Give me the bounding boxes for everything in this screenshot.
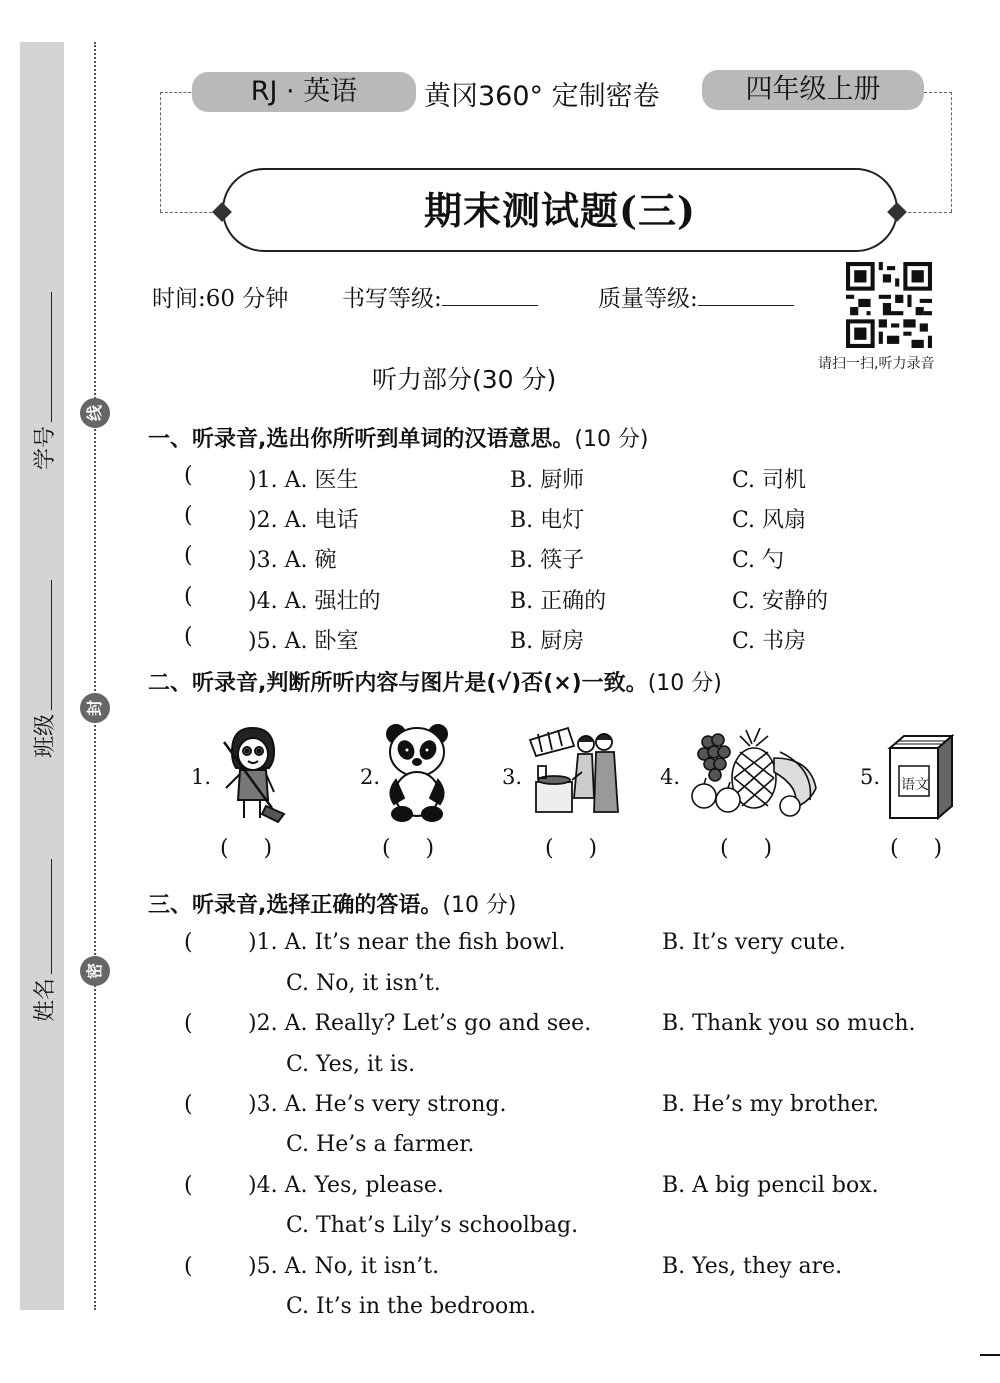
name-field[interactable] [28, 859, 59, 1022]
section-1-score: (10 分) [574, 427, 649, 452]
s1-q2-b: B. 电灯 [510, 508, 585, 533]
s1-q4-c: C. 安静的 [732, 589, 829, 614]
answer-blank-3-4[interactable]: ( [184, 1173, 193, 1198]
s3-q2-a: )2. A. Really? Let’s go and see. [248, 1011, 592, 1036]
s1-q5-a: )5. A. 卧室 [248, 629, 359, 654]
s3-q1-b: B. It’s very cute. [662, 930, 846, 955]
time-limit: 时间:60 分钟 [152, 286, 289, 312]
answer-blank-3-5[interactable]: ( [184, 1254, 193, 1279]
s1-q3-b: B. 筷子 [510, 548, 585, 573]
student-id-field[interactable] [28, 292, 59, 470]
girl-sweeping-icon [214, 722, 294, 824]
s3-q3-c: C. He’s a farmer. [286, 1132, 475, 1157]
seal-mi: 密 [80, 956, 110, 986]
answer-blank-2-5[interactable]: ( ) [890, 836, 943, 861]
s3-q1-c: C. No, it isn’t. [286, 971, 441, 996]
s1-q4-b: B. 正确的 [510, 589, 607, 614]
binding-cut-line [94, 42, 96, 1310]
answer-blank-1-4[interactable]: ( [184, 584, 193, 609]
pic-3-number: 3. [502, 765, 523, 789]
fruit-icon [690, 728, 818, 818]
s3-q4-c: C. That’s Lily’s schoolbag. [286, 1213, 579, 1238]
class-label: 班级 [33, 713, 58, 758]
chinese-book-icon [886, 734, 954, 820]
s1-q5-c: C. 书房 [732, 629, 807, 654]
quality-grade-field[interactable] [598, 280, 794, 313]
writing-grade-field[interactable] [342, 280, 538, 313]
header-dash-right-vertical [951, 92, 952, 212]
s3-q3-b: B. He’s my brother. [662, 1092, 879, 1117]
header-dash-left-vertical [160, 92, 161, 212]
s1-q2-a: )2. A. 电话 [248, 508, 359, 533]
answer-blank-1-1[interactable]: ( [184, 463, 193, 488]
s1-q1-b: B. 厨师 [510, 468, 585, 493]
s1-q3-c: C. 勺 [732, 548, 785, 573]
class-field[interactable] [28, 580, 59, 758]
writing-grade-label: 书写等级: [342, 286, 442, 312]
pic-5-number: 5. [860, 765, 881, 789]
section-3-score: (10 分) [442, 893, 517, 918]
answer-blank-1-2[interactable]: ( [184, 503, 193, 528]
s1-q1-a: )1. A. 医生 [248, 468, 359, 493]
section-3-title: 三、听录音,选择正确的答语。 [148, 893, 443, 918]
answer-blank-2-1[interactable]: ( ) [220, 836, 273, 861]
name-label: 姓名 [33, 977, 58, 1022]
s3-q5-b: B. Yes, they are. [662, 1254, 843, 1279]
quality-grade-label: 质量等级: [598, 286, 698, 312]
seal-xian: 线 [80, 398, 110, 428]
answer-blank-2-2[interactable]: ( ) [382, 836, 435, 861]
pic-4-number: 4. [660, 765, 681, 789]
s3-q5-a: )5. A. No, it isn’t. [248, 1254, 440, 1279]
part-title: 听力部分(30 分) [372, 365, 557, 394]
s3-q2-c: C. Yes, it is. [286, 1052, 416, 1077]
s1-q5-b: B. 厨房 [510, 629, 585, 654]
panda-icon [382, 722, 452, 822]
pic-2-number: 2. [360, 765, 381, 789]
book-label: 语文 [901, 777, 929, 793]
section-2-score: (10 分) [647, 671, 722, 696]
section-1-heading [148, 422, 649, 453]
answer-blank-1-5[interactable]: ( [184, 624, 193, 649]
section-2-heading [148, 666, 722, 697]
section-3-heading [148, 888, 517, 919]
answer-blank-3-2[interactable]: ( [184, 1011, 193, 1036]
s1-q1-c: C. 司机 [732, 468, 807, 493]
s1-q4-a: )4. A. 强壮的 [248, 589, 381, 614]
section-1-title: 一、听录音,选出你所听到单词的汉语意思。 [148, 427, 575, 452]
student-id-label: 学号 [33, 425, 58, 470]
page-title: 期末测试题(三) [424, 188, 696, 233]
s1-q2-c: C. 风扇 [732, 508, 807, 533]
header-dash-left-top [160, 92, 196, 93]
s3-q2-b: B. Thank you so much. [662, 1011, 916, 1036]
s3-q1-a: )1. A. It’s near the fish bowl. [248, 930, 566, 955]
answer-blank-2-4[interactable]: ( ) [720, 836, 773, 861]
answer-blank-3-3[interactable]: ( [184, 1092, 193, 1117]
section-2-title: 二、听录音,判断所听内容与图片是(√)否(×)一致。 [148, 671, 648, 696]
answer-blank-1-3[interactable]: ( [184, 543, 193, 568]
seal-feng: 封 [80, 693, 110, 723]
answer-blank-3-1[interactable]: ( [184, 930, 193, 955]
s1-q3-a: )3. A. 碗 [248, 548, 337, 573]
s3-q4-a: )4. A. Yes, please. [248, 1173, 444, 1198]
qr-caption: 请扫一扫,听力录音 [818, 356, 935, 372]
s3-q4-b: B. A big pencil box. [662, 1173, 879, 1198]
answer-blank-2-3[interactable]: ( ) [545, 836, 598, 861]
subject-pill: RJ · 英语 [192, 72, 416, 112]
s3-q5-c: C. It’s in the bedroom. [286, 1294, 537, 1319]
grade-pill: 四年级上册 [702, 70, 924, 110]
qr-code-icon[interactable] [846, 262, 932, 348]
brand-title: 黄冈360° 定制密卷 [424, 81, 660, 112]
header-dash-right-top [924, 92, 952, 93]
pic-1-number: 1. [191, 765, 212, 789]
s3-q3-a: )3. A. He’s very strong. [248, 1092, 507, 1117]
people-cooking-icon [528, 722, 624, 818]
page-edge-mark [980, 1354, 1000, 1356]
